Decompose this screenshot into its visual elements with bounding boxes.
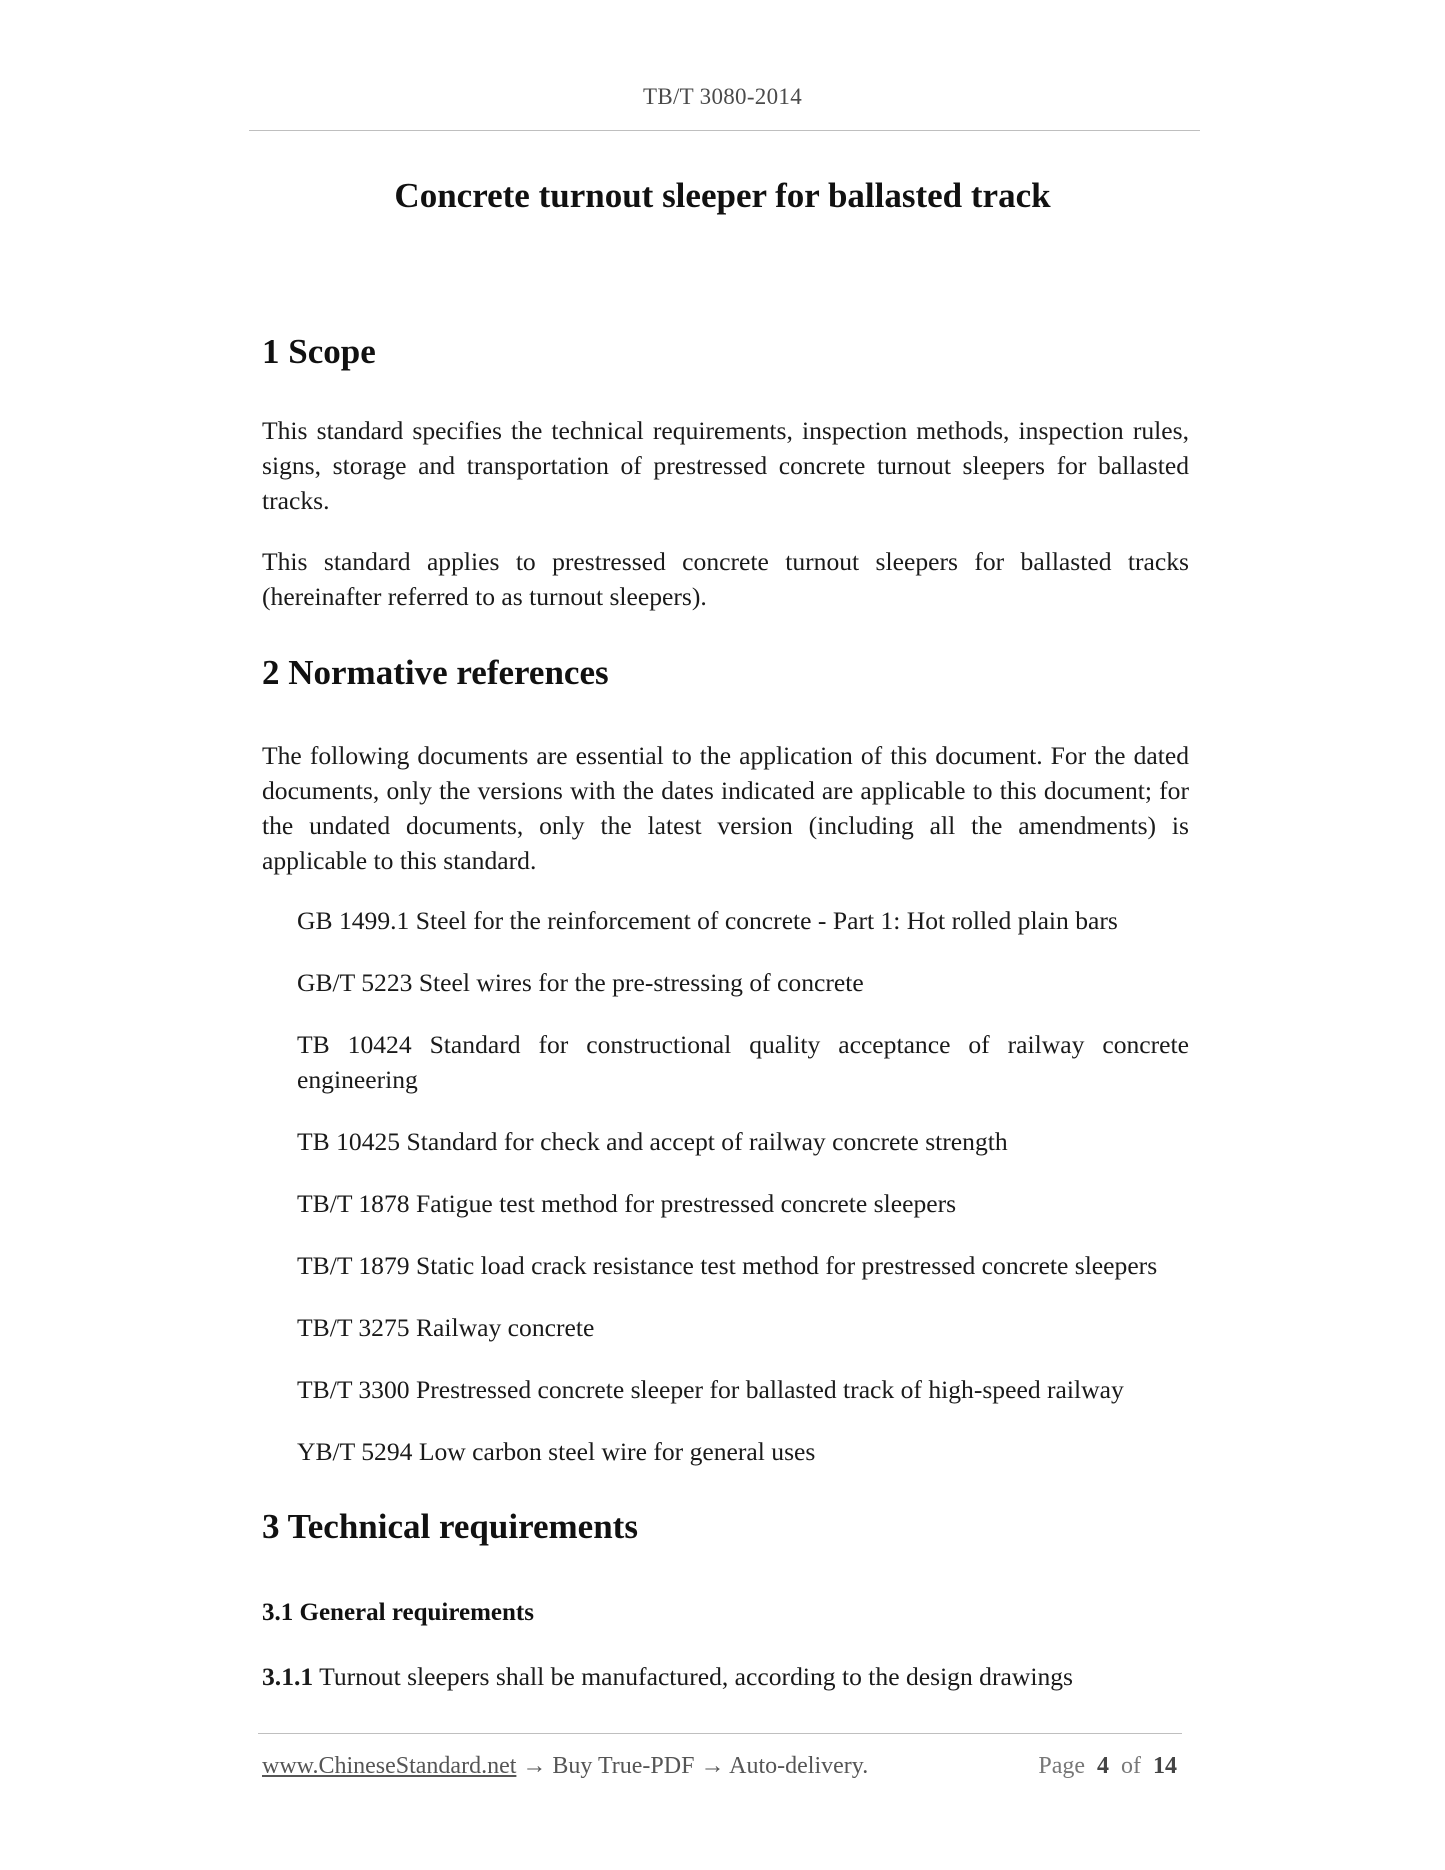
reference-item: TB 10425 Standard for check and accept of railway concrete strength [297,1127,1008,1156]
website-link[interactable]: www.ChineseStandard.net [262,1753,517,1779]
reference-item: TB/T 1879 Static load crack resistance test method for prestressed concrete sleepers [297,1251,1158,1280]
reference-item: TB 10424 Standard for constructional quality acceptance of railway concrete engineering [297,1030,1189,1094]
section-heading-technical-requirements: 3 Technical requirements [262,1507,638,1546]
reference-item: TB/T 3275 Railway concrete [297,1313,595,1342]
reference-item: YB/T 5294 Low carbon steel wire for general uses [297,1437,816,1466]
footer-divider [258,1733,1182,1734]
page-label: Page [1038,1753,1085,1779]
scope-paragraph-1: This standard specifies the technical requirements, inspection methods, inspection rules, signs, storage and transportation of prestressed concrete turnout sleepers for ballasted tracks. [262,416,1189,515]
total-pages-number: 14 [1153,1753,1177,1779]
buy-pdf-text: Buy True-PDF [552,1753,695,1779]
page-title: Concrete turnout sleeper for ballasted track [394,176,1051,215]
current-page-number: 4 [1097,1753,1109,1779]
normative-intro-paragraph: The following documents are essential to the application of this document. For the dated documents, only the versions with the dates indicated are applicable to this document; for the undated documents, only the latest version (including all the amendments) is applicable to this standard. [262,741,1189,875]
auto-delivery-text: Auto-delivery. [729,1753,869,1779]
clause-3-1-1 [262,1659,1189,1694]
of-label: of [1121,1753,1141,1779]
footer-promo [262,1753,868,1780]
clause-number: 3.1.1 [262,1662,314,1691]
subsection-heading-general-requirements: 3.1 General requirements [262,1599,534,1626]
header-divider [249,130,1200,131]
section-heading-normative-references: 2 Normative references [262,653,609,692]
arrow-right-icon: → [700,1753,725,1779]
arrow-right-icon: → [522,1753,547,1779]
document-code-header: TB/T 3080-2014 [642,84,803,109]
reference-item: GB/T 5223 Steel wires for the pre-stressing of concrete [297,968,864,997]
reference-item: TB/T 1878 Fatigue test method for prestressed concrete sleepers [297,1189,957,1218]
clause-text: Turnout sleepers shall be manufactured, according to the design drawings [319,1662,1074,1691]
section-heading-scope: 1 Scope [262,332,376,371]
reference-item: TB/T 3300 Prestressed concrete sleeper for ballasted track of high-speed railway [297,1375,1124,1404]
scope-paragraph-2: This standard applies to prestressed concrete turnout sleepers for ballasted tracks (hereinafter referred to as turnout sleepers). [262,547,1189,611]
page-indicator [1038,1753,1177,1780]
reference-item: GB 1499.1 Steel for the reinforcement of concrete - Part 1: Hot rolled plain bars [297,906,1118,935]
